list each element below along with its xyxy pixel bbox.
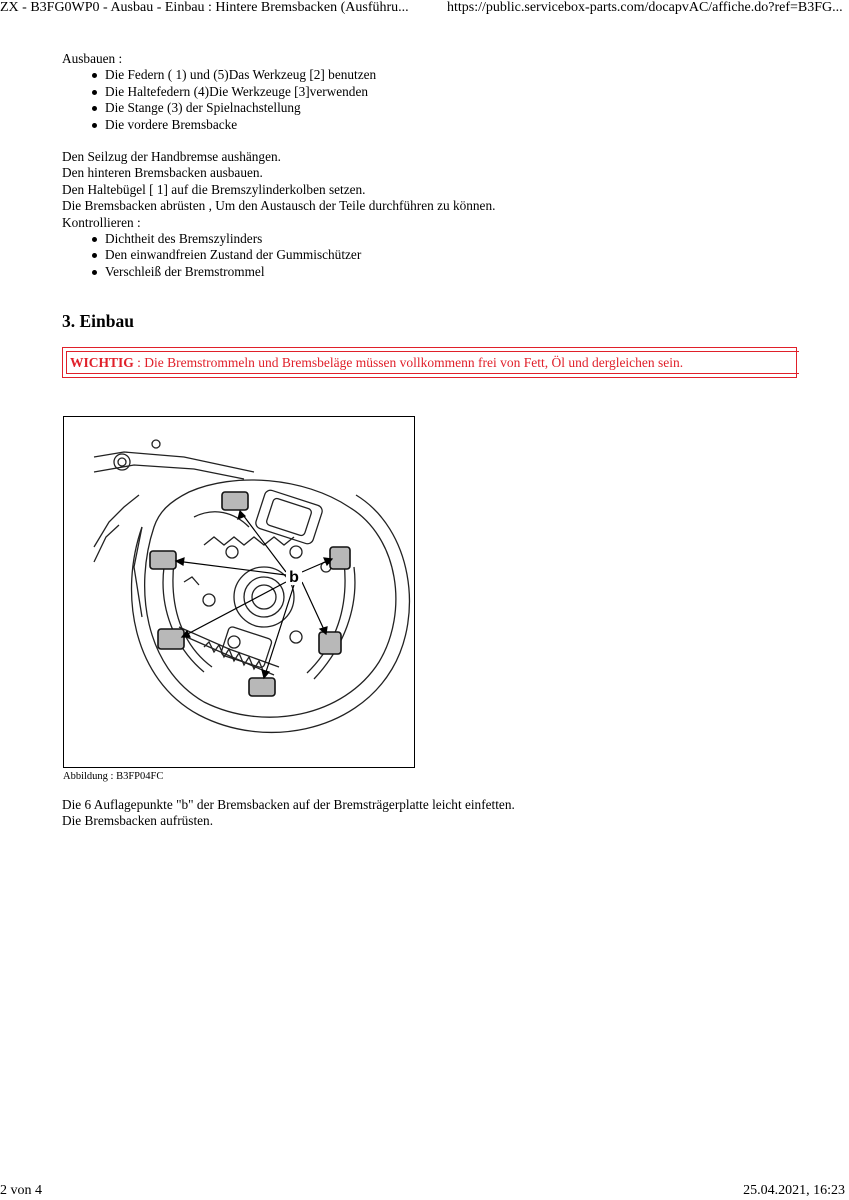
instruction-line: Die 6 Auflagepunkte "b" der Bremsbacken auf der Bremsträgerplatte leicht einfetten. (62, 797, 515, 812)
figure-caption: Abbildung : B3FP04FC (63, 771, 164, 782)
contact-pad (158, 629, 184, 649)
list-item: Die Stange (3) der Spielnachstellung (105, 100, 802, 116)
contact-pad (330, 547, 350, 569)
instruction-line: Den Haltebügel [ 1] auf die Bremszylinderkolben setzen. (62, 181, 366, 197)
warning-message: : Die Bremstrommeln und Bremsbeläge müssen vollkommenn frei von Fett, Öl und dergleichen sein. (133, 355, 684, 370)
brake-assembly-drawing (64, 417, 414, 767)
instruction-line: Den Seilzug der Handbremse aushängen. (62, 149, 281, 165)
print-datetime: 25.04.2021, 16:23 (743, 1183, 845, 1198)
instruction-line: Den hinteren Bremsbacken ausbauen. (62, 165, 263, 181)
removal-intro: Ausbauen : (62, 51, 123, 66)
list-item: Die Federn ( 1) und (5)Das Werkzeug [2] benutzen (105, 67, 802, 83)
contact-pad (319, 632, 341, 654)
contact-pad (150, 551, 176, 569)
contact-pad (222, 492, 248, 510)
brake-shoe-figure (63, 416, 415, 768)
instruction-line: Die Bremsbacken aufrüsten. (62, 813, 214, 829)
list-item: Den einwandfreien Zustand der Gummischützer (105, 247, 802, 263)
removal-section (62, 51, 802, 280)
instruction-line: Die Bremsbacken abrüsten , Um den Austausch der Teile durchführen zu können. (62, 198, 496, 214)
check-intro: Kontrollieren : (62, 214, 141, 230)
page-number: 2 von 4 (0, 1183, 42, 1198)
print-header-url: https://public.servicebox-parts.com/docapvAC/affiche.do?ref=B3FG... (447, 0, 843, 15)
warning-box (62, 347, 797, 378)
list-item: Dichtheit des Bremszylinders (105, 231, 802, 247)
warning-text (66, 351, 799, 374)
list-item: Die vordere Bremsbacke (105, 117, 802, 133)
list-item: Die Haltefedern (4)Die Werkzeuge [3]verwenden (105, 84, 802, 100)
print-header-title: ZX - B3FG0WP0 - Ausbau - Einbau : Hintere Bremsbacken (Ausführu... (0, 0, 409, 15)
list-item: Verschleiß der Bremstrommel (105, 264, 802, 280)
callout-label: b (289, 569, 299, 586)
check-list (62, 231, 802, 280)
warning-label: WICHTIG (70, 355, 134, 370)
install-section (62, 797, 515, 830)
section-heading: 3. Einbau (62, 311, 134, 331)
contact-pad (249, 678, 275, 696)
removal-list (62, 67, 802, 133)
